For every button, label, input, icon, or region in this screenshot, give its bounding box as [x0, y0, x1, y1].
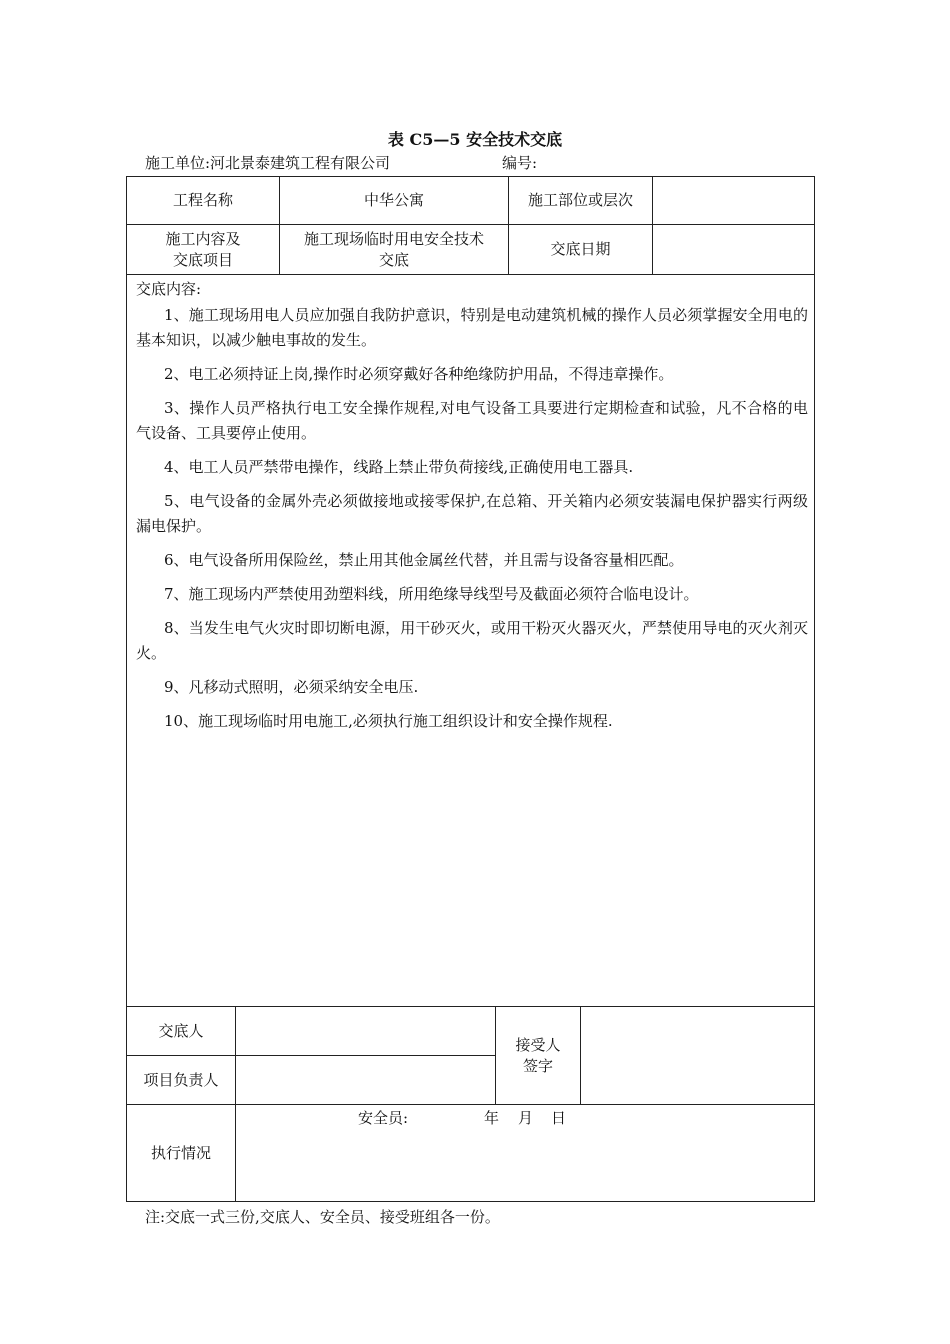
- briefing-content-label: 交底内容:: [136, 280, 202, 298]
- row-divider: [126, 274, 815, 275]
- project-lead-signature-field[interactable]: [236, 1056, 495, 1104]
- briefing-item: 2、电工必须持证上岗,操作时必须穿戴好各种绝缘防护用品，不得违章操作。: [164, 365, 674, 383]
- content-item-label-line-1: 施工内容及: [165, 229, 241, 248]
- receiver-signature-field[interactable]: [581, 1007, 814, 1104]
- execution-status-label: 执行情况: [150, 1143, 211, 1162]
- briefing-item: 3、操作人员严格执行电工安全操作规程,对电气设备工具要进行定期检查和试验，凡不合格的电气设备、工具要停止使用。: [136, 399, 808, 442]
- safety-officer-label: 安全员:: [358, 1109, 409, 1127]
- construction-unit: 施工单位:河北景泰建筑工程有限公司: [145, 154, 391, 172]
- briefing-item: 4、电工人员严禁带电操作，线路上禁止带负荷接线,正确使用电工器具.: [164, 458, 634, 476]
- location-label: 施工部位或层次: [527, 191, 633, 209]
- content-item-value: [280, 225, 508, 274]
- briefing-item: 5、电气设备的金属外壳必须做接地或接零保护,在总箱、开关箱内必须安装漏电保护器实行两级漏电保护。: [136, 492, 808, 535]
- briefing-date-label: 交底日期: [550, 240, 611, 258]
- date-day-label: 日: [551, 1109, 567, 1127]
- project-lead-label: 项目负责人: [143, 1070, 219, 1089]
- document-title: 表 C5—5 安全技术交底: [387, 130, 563, 149]
- receiver-signature-label: [496, 1007, 580, 1104]
- content-item-label-line-2: 交底项目: [172, 250, 233, 269]
- document-number-label: 编号:: [502, 154, 538, 172]
- location-value: [653, 177, 814, 224]
- project-name-value: 中华公寓: [363, 191, 424, 209]
- project-name-label: 工程名称: [172, 191, 233, 209]
- briefing-item: 6、电气设备所用保险丝，禁止用其他金属丝代替，并且需与设备容量相匹配。: [164, 551, 684, 569]
- briefing-content: [136, 279, 808, 743]
- briefing-item: 1、施工现场用电人员应加强自我防护意识，特别是电动建筑机械的操作人员必须掌握安全用电的基本知识，以减少触电事故的发生。: [136, 306, 808, 349]
- content-item-value-line-1: 施工现场临时用电安全技术: [303, 229, 484, 248]
- footer-note: 注:交底一式三份,交底人、安全员、接受班组各一份。: [145, 1208, 500, 1226]
- briefing-item: 10、施工现场临时用电施工,必须执行施工组织设计和安全操作规程.: [164, 712, 613, 730]
- briefer-signature-field[interactable]: [236, 1007, 495, 1055]
- briefing-item: 9、凡移动式照明，必须采纳安全电压.: [164, 678, 419, 696]
- receiver-label-line-2: 签字: [522, 1056, 553, 1075]
- content-item-label: [127, 225, 279, 274]
- date-month-label: 月: [518, 1109, 534, 1127]
- receiver-label-line-1: 接受人: [515, 1035, 561, 1054]
- content-item-value-line-2: 交底: [378, 250, 409, 269]
- briefer-label: 交底人: [158, 1021, 204, 1040]
- briefing-date-value: [653, 225, 814, 274]
- date-year-label: 年: [484, 1109, 500, 1127]
- briefing-item: 8、当发生电气火灾时即切断电源，用干砂灭火，或用干粉灭火器灭火，严禁使用导电的灭火剂灭火。: [136, 619, 808, 662]
- briefing-item: 7、施工现场内严禁使用劲塑料线，所用绝缘导线型号及截面必须符合临电设计。: [164, 585, 699, 603]
